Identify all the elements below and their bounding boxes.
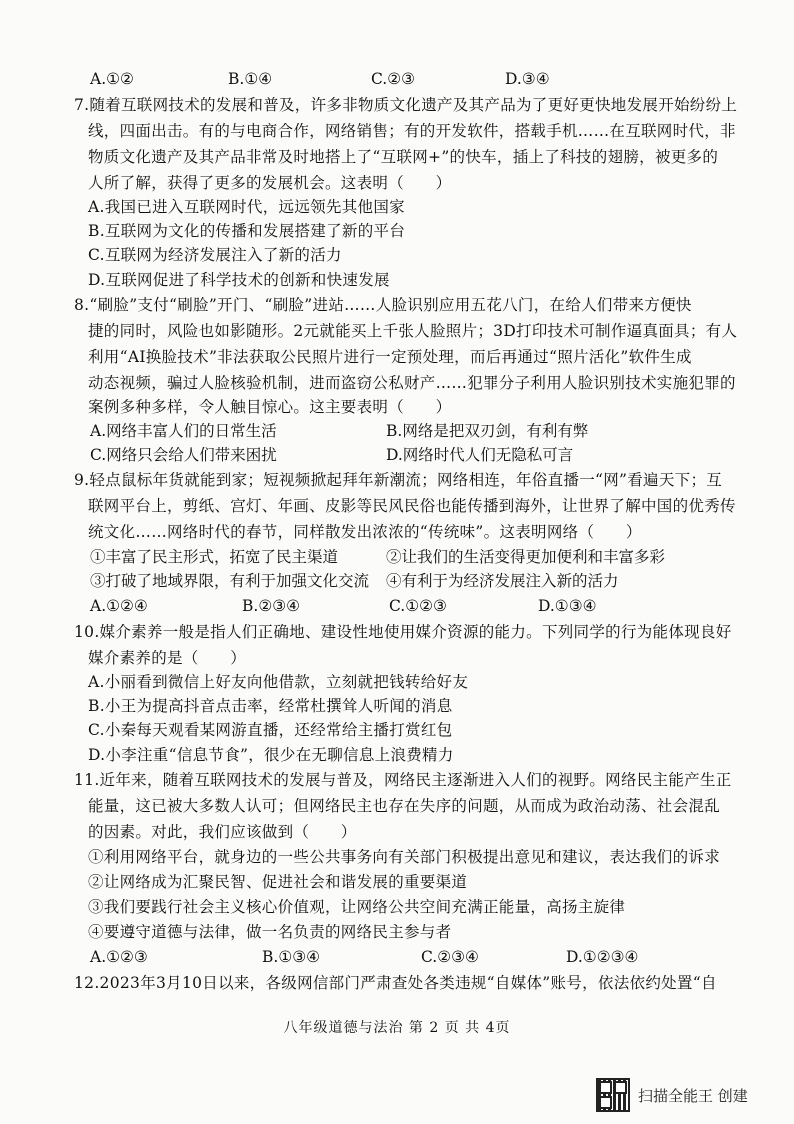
q8-option-c: C.网络只会给人们带来困扰 bbox=[90, 446, 277, 464]
scanner-watermark bbox=[596, 1075, 786, 1115]
q9-statement-4: ④有利于为经济发展注入新的活力 bbox=[386, 572, 619, 590]
q11-option-c: C.②③④ bbox=[421, 948, 479, 966]
q8-option-a: A.网络丰富人们的日常生活 bbox=[90, 422, 277, 440]
q10-option-a: A.小丽看到微信上好友向他借款，立刻就把钱转给好友 bbox=[88, 673, 469, 691]
q11-statement-3: ③我们要践行社会主义核心价值观，让网络公共空间充满正能量，高扬主旋律 bbox=[88, 898, 626, 916]
q11-stem-line-2: 能量，这已被大多数人认可；但网络民主也存在失序的问题，从而成为政治动荡、社会混乱 bbox=[88, 797, 721, 815]
q11-option-a: A.①②③ bbox=[90, 948, 148, 966]
q9-stem-line-2: 联网平台上，剪纸、宫灯、年画、皮影等民风民俗也能传播到海外，让世界了解中国的优秀传 bbox=[88, 497, 736, 515]
q7-stem-line-1: 7.随着互联网技术的发展和普及，许多非物质文化遗产及其产品为了更好更快地发展开始纷纷上 bbox=[74, 96, 738, 114]
q8-stem-line-3: 利用“AI换脸技术”非法获取公民照片进行一定预处理，而后再通过“照片活化”软件生成 bbox=[88, 348, 692, 366]
q9-option-a: A.①②④ bbox=[90, 597, 148, 615]
q9-stem-line-1: 9.轻点鼠标年货就能到家；短视频掀起拜年新潮流；网络相连，年俗直播一“网”看遍天下；互 bbox=[74, 471, 723, 489]
q11-option-b: B.①③④ bbox=[262, 948, 321, 966]
q11-option-d: D.①②③④ bbox=[566, 948, 639, 966]
q10-stem-line-1: 10.媒介素养一般是指人们正确地、建设性地使用媒介资源的能力。下列同学的行为能体现良好 bbox=[74, 623, 732, 641]
q9-statement-2: ②让我们的生活变得更加便利和丰富多彩 bbox=[386, 548, 666, 566]
q7-option-d: D.互联网促进了科学技术的创新和快速发展 bbox=[88, 271, 390, 289]
q9-option-b: B.②③④ bbox=[242, 597, 301, 615]
q7-stem-line-3: 物质文化遗产及其产品非常及时地搭上了“互联网+”的快车，插上了科技的翅膀，被更多的 bbox=[88, 148, 719, 166]
q6-option-c: C.②③ bbox=[371, 70, 416, 88]
q7-option-b: B.互联网为文化的传播和发展搭建了新的平台 bbox=[88, 222, 406, 240]
q11-stem-line-1: 11.近年来，随着互联网技术的发展与普及，网络民主逐渐进入人们的视野。网络民主能产生正 bbox=[74, 771, 732, 789]
q9-option-c: C.①②③ bbox=[389, 597, 447, 615]
q10-stem-line-2: 媒介素养的是（ ） bbox=[88, 649, 247, 667]
q8-stem-line-4: 动态视频，骗过人脸核验机制，进而盗窃公私财产……犯罪分子利用人脸识别技术实施犯罪的 bbox=[88, 374, 736, 392]
q9-statement-1: ①丰富了民主形式，拓宽了民主渠道 bbox=[90, 548, 339, 566]
q9-stem-line-3: 统文化……网络时代的春节，同样散发出浓浓的“传统味”。这表明网络（ ） bbox=[88, 523, 642, 541]
q8-stem-line-5: 案例多种多样，令人触目惊心。这主要表明（ ） bbox=[88, 398, 452, 416]
q9-statement-3: ③打破了地域界限，有利于加强文化交流 bbox=[90, 572, 370, 590]
page-footer: 八年级道德与法治 第 2 页 共 4页 bbox=[283, 1020, 511, 1036]
q8-option-b: B.网络是把双刃剑，有利有弊 bbox=[386, 422, 589, 440]
q10-option-b: B.小王为提高抖音点击率，经常杜撰耸人听闻的消息 bbox=[88, 697, 453, 715]
qr-code-icon bbox=[596, 1078, 630, 1112]
q11-stem-line-3: 的因素。对此，我们应该做到（ ） bbox=[88, 823, 357, 841]
q9-option-d: D.①③④ bbox=[538, 597, 597, 615]
q7-option-a: A.我国已进入互联网时代，远远领先其他国家 bbox=[88, 198, 405, 216]
q11-statement-1: ①利用网络平台，就身边的一些公共事务向有关部门积极提出意见和建议，表达我们的诉求 bbox=[88, 848, 721, 866]
q10-option-d: D.小李注重“信息节食”，很少在无聊信息上浪费精力 bbox=[88, 746, 454, 764]
q8-stem-line-2: 捷的同时，风险也如影随形。2元就能买上千张人脸照片；3D打印技术可制作逼真面具；有人 bbox=[88, 322, 738, 340]
q7-stem-line-2: 线，四面出击。有的与电商合作，网络销售；有的开发软件，搭载手机……在互联网时代，非 bbox=[88, 122, 736, 140]
q6-option-d: D.③④ bbox=[505, 70, 550, 88]
q11-statement-2: ②让网络成为汇聚民智、促进社会和谐发展的重要渠道 bbox=[88, 873, 468, 891]
q7-stem-line-4: 人所了解，获得了更多的发展机会。这表明（ ） bbox=[88, 174, 452, 192]
q7-option-c: C.互联网为经济发展注入了新的活力 bbox=[88, 246, 342, 264]
q12-stem-line-1: 12.2023年3月10日以来，各级网信部门严肃查处各类违规“自媒体”账号，依法依约处置“自 bbox=[74, 974, 717, 992]
q8-option-d: D.网络时代人们无隐私可言 bbox=[386, 446, 574, 464]
watermark-text: 扫描全能王 创建 bbox=[638, 1086, 748, 1105]
q6-option-b: B.①④ bbox=[228, 70, 273, 88]
q6-option-a: A.①② bbox=[90, 70, 134, 88]
q11-statement-4: ④要遵守道德与法律，做一名负责的网络民主参与者 bbox=[88, 923, 452, 941]
q10-option-c: C.小秦每天观看某网游直播，还经常给主播打赏红包 bbox=[88, 721, 453, 739]
q8-stem-line-1: 8.“刷脸”支付“刷脸”开门、“刷脸”进站……人脸识别应用五花八门，在给人们带来方便快 bbox=[74, 296, 692, 314]
